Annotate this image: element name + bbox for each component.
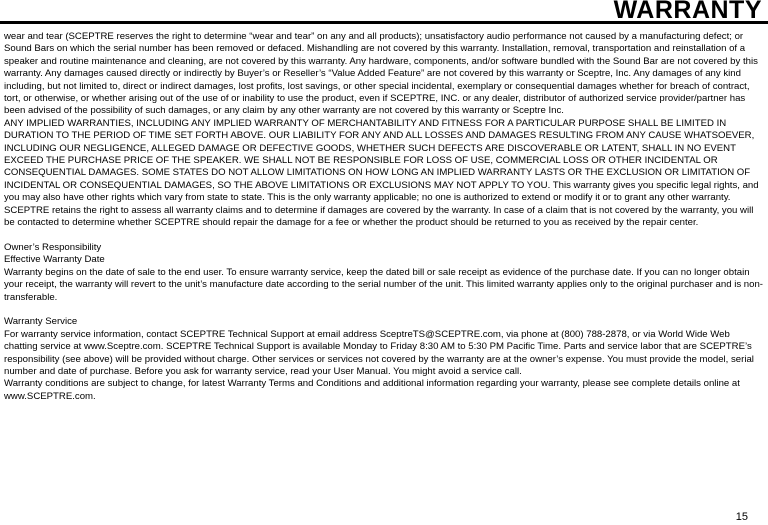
warranty-text bbox=[4, 31, 764, 403]
paragraph-effective-date: Warranty begins on the date of sale to the end user. To ensure warranty service, keep the dated bill or sale receipt as evidence of the purchase date. If you can no longer obtain your receipt, the warranty will revert to the unit’s manufacture date according to the serial number of the unit. This limited warranty applies only to the original purchaser and is non-transferable. bbox=[4, 266, 764, 303]
paragraph-conditions: Warranty conditions are subject to change, for latest Warranty Terms and Conditions and additional information regarding your warranty, please see complete details online at www.SCEPTRE.com. bbox=[4, 378, 740, 402]
paragraph-claims: SCEPTRE retains the right to assess all warranty claims and to determine if damages are covered by the warranty. In case of a claim that is not covered by the warranty, you will be contacted to determine whether SCEPTRE should repair the damage for a fee or whether the product should be returned to you as received by the repair center. bbox=[4, 204, 754, 229]
page-number: 15 bbox=[735, 511, 748, 523]
header-bar bbox=[0, 0, 768, 24]
spacer bbox=[4, 230, 764, 242]
paragraph-warranty-service: For warranty service information, contact SCEPTRE Technical Support at email address SceptreTS@SCEPTRE.com, via phone at (800) 788-2878, or via World Wide Web chatting service at www.Sceptre.com. SCEPTRE Technical Support is available Monday to Friday 8:30 AM to 5:30 PM Pacific Time. Parts and service labor that are SCEPTRE’s responsibility (see above) will be provided without charge. Other services or services not covered by the warranty are at the owner’s expense. You must provide the model, serial number and date of purchase. Before you ask for warranty service, read your User Manual. You might avoid a service call. bbox=[4, 328, 754, 377]
paragraph-implied-warranties: ANY IMPLIED WARRANTIES, INCLUDING ANY IMPLIED WARRANTY OF MERCHANTABILITY AND FITNESS FOR A PARTICULAR PURPOSE SHALL BE LIMITED IN DURATION TO THE PERIOD OF TIME SET FORTH ABOVE. OUR LIABILITY FOR ANY AND ALL LOSSES AND DAMAGES RESULTING FROM ANY CAUSE WHATSOEVER, INCLUDING OUR NEGLIGENCE, ALLEGED DAMAGE OR DEFECTIVE GOODS, WHETHER SUCH DEFECTS ARE DISCOVERABLE OR LATENT, SHALL IN NO EVENT EXCEED THE PURCHASE PRICE OF THE SPEAKER. WE SHALL NOT BE RESPONSIBLE FOR LOSS OF USE, COMMERCIAL LOSS OR OTHER INCIDENTAL OR CONSEQUENTIAL DAMAGES. SOME STATES DO NOT ALLOW LIMITATIONS ON HOW LONG AN IMPLIED WARRANTY LASTS OR THE EXCLUSION OR LIMITATION OF INCIDENTAL OR CONSEQUENTIAL DAMAGES, SO THE ABOVE LIMITATIONS OR EXCLUSIONS MAY NOT APPLY TO YOU. This warranty gives you specific legal rights, and you may also have other rights which vary from state to state. This is the only warranty applicable; no one is authorized to extend or modify it or to grant any other warranty. bbox=[4, 117, 759, 204]
heading-owners-responsibility: Owner’s Responsibility bbox=[4, 241, 102, 253]
paragraph-exclusions: wear and tear (SCEPTRE reserves the right to determine “wear and tear” on any and all products); unsatisfactory audio performance not caused by a manufacturing defect; or Sound Bars on which the serial number has been removed or defaced. Mishandling are not covered by this warranty. Installation, removal, transportation and reinstallation of a speaker and routine maintenance and cleaning, are not covered by this warranty. Any hardware, components, and/or software bundled with the Sound Bar are not covered by this warranty. Any damages caused directly or indirectly by Buyer’s or Reseller’s “Value Added Feature” are not covered by this warranty or Sceptre, Inc. Any damages of any kind including, but not limited to, direct or indirect damages, lost profits, lost savings, or other special incidental, exemplary or consequential damages whether for breach of contract, tort, or otherwise, or whether arising out of the use of or inability to use the product, even if SCEPTRE, INC. or any dealer, distributor of authorized service provider/partner has been advised of the possibility of such damages, or any claim by any other warranty are not covered by this warranty or Sceptre Inc. bbox=[4, 31, 758, 117]
heading-effective-date: Effective Warranty Date bbox=[4, 254, 105, 266]
heading-warranty-service: Warranty Service bbox=[4, 316, 78, 328]
spacer bbox=[4, 304, 764, 316]
page-title: WARRANTY bbox=[613, 0, 762, 24]
